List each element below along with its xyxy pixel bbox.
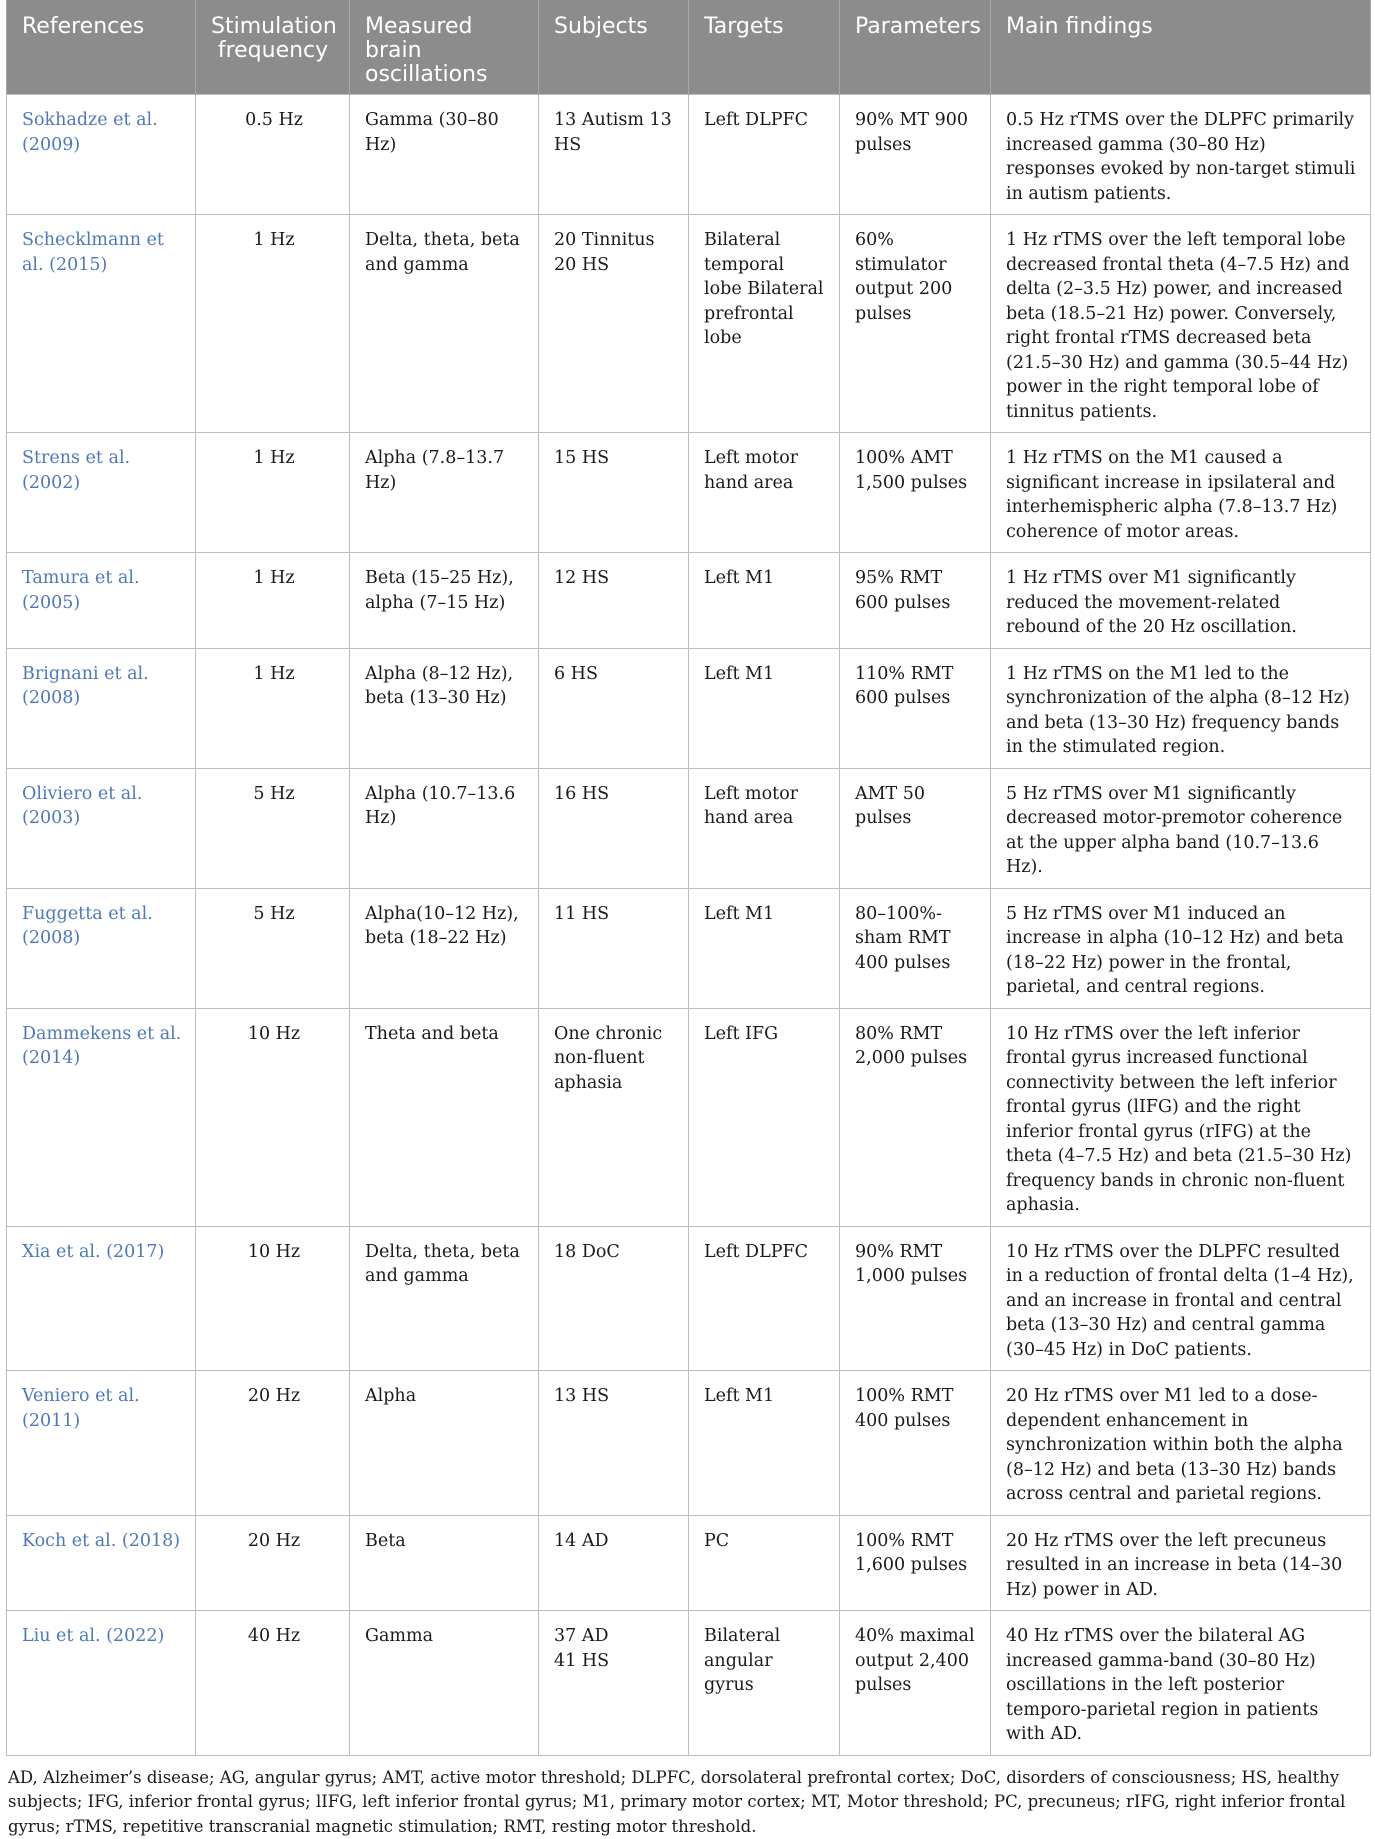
rtms-studies-table [6, 0, 1371, 1756]
cell-targets: Left M1 [689, 1371, 840, 1516]
cell-stimulation-frequency: 1 Hz [196, 215, 350, 433]
cell-targets: Left motor hand area [689, 433, 840, 553]
cell-parameters: 40% maximal output 2,400 pulses [840, 1611, 991, 1756]
cell-targets: Left motor hand area [689, 768, 840, 888]
table-row [7, 553, 1371, 649]
cell-stimulation-frequency: 20 Hz [196, 1515, 350, 1611]
cell-measured-oscillations: Alpha (8–12 Hz), beta (13–30 Hz) [350, 648, 539, 768]
cell-reference[interactable]: Strens et al. (2002) [7, 433, 196, 553]
cell-main-findings: 5 Hz rTMS over M1 significantly decreased motor-premotor coherence at the upper alpha band (10.7–13.6 Hz). [991, 768, 1371, 888]
cell-measured-oscillations: Alpha [350, 1371, 539, 1516]
header-measured-brain-oscillations: Measured brain oscillations [350, 0, 539, 95]
cell-measured-oscillations: Beta (15–25 Hz), alpha (7–15 Hz) [350, 553, 539, 649]
cell-targets: PC [689, 1515, 840, 1611]
table-footnote: AD, Alzheimer’s disease; AG, angular gyrus; AMT, active motor threshold; DLPFC, dorsolateral prefrontal cortex; DoC, disorders of consciousness; HS, healthy subjects; IFG, inferior frontal gyrus; lIFG, left inferior frontal gyrus; M1, primary motor cortex; MT, Motor threshold; PC, precuneus; rIFG, right inferior frontal gyrus; rTMS, repetitive transcranial magnetic stimulation; RMT, resting motor threshold. [6, 1756, 1370, 1839]
cell-reference[interactable]: Brignani et al. (2008) [7, 648, 196, 768]
cell-stimulation-frequency: 40 Hz [196, 1611, 350, 1756]
cell-stimulation-frequency: 1 Hz [196, 648, 350, 768]
cell-measured-oscillations: Beta [350, 1515, 539, 1611]
cell-targets: Left IFG [689, 1008, 840, 1226]
cell-reference[interactable]: Koch et al. (2018) [7, 1515, 196, 1611]
header-subjects: Subjects [539, 0, 689, 95]
cell-reference[interactable]: Schecklmann et al. (2015) [7, 215, 196, 433]
table-row [7, 1008, 1371, 1226]
cell-parameters: 100% RMT 1,600 pulses [840, 1515, 991, 1611]
cell-parameters: AMT 50 pulses [840, 768, 991, 888]
cell-main-findings: 1 Hz rTMS over M1 significantly reduced the movement-related rebound of the 20 Hz oscillation. [991, 553, 1371, 649]
cell-parameters: 80% RMT 2,000 pulses [840, 1008, 991, 1226]
cell-main-findings: 10 Hz rTMS over the DLPFC resulted in a reduction of frontal delta (1–4 Hz), and an increase in frontal and central beta (13–30 Hz) and central gamma (30–45 Hz) in DoC patients. [991, 1226, 1371, 1371]
cell-stimulation-frequency: 1 Hz [196, 553, 350, 649]
cell-subjects: 15 HS [539, 433, 689, 553]
table-row [7, 648, 1371, 768]
cell-parameters: 80–100%-sham RMT 400 pulses [840, 888, 991, 1008]
cell-stimulation-frequency: 1 Hz [196, 433, 350, 553]
cell-measured-oscillations: Gamma (30–80 Hz) [350, 95, 539, 215]
cell-main-findings: 20 Hz rTMS over the left precuneus resulted in an increase in beta (14–30 Hz) power in AD. [991, 1515, 1371, 1611]
cell-reference[interactable]: Tamura et al. (2005) [7, 553, 196, 649]
cell-targets: Left M1 [689, 888, 840, 1008]
table-row [7, 1371, 1371, 1516]
cell-parameters: 100% RMT 400 pulses [840, 1371, 991, 1516]
cell-parameters: 90% MT 900 pulses [840, 95, 991, 215]
cell-stimulation-frequency: 0.5 Hz [196, 95, 350, 215]
table-row [7, 888, 1371, 1008]
cell-targets: Bilateral temporal lobe Bilateral prefrontal lobe [689, 215, 840, 433]
cell-subjects: 20 Tinnitus 20 HS [539, 215, 689, 433]
table-row [7, 433, 1371, 553]
cell-parameters: 60% stimulator output 200 pulses [840, 215, 991, 433]
cell-targets: Bilateral angular gyrus [689, 1611, 840, 1756]
cell-measured-oscillations: Gamma [350, 1611, 539, 1756]
cell-parameters: 95% RMT 600 pulses [840, 553, 991, 649]
cell-measured-oscillations: Delta, theta, beta and gamma [350, 215, 539, 433]
table-row [7, 1515, 1371, 1611]
table-row [7, 215, 1371, 433]
header-stimulation-frequency: Stimulation frequency [196, 0, 350, 95]
cell-measured-oscillations: Delta, theta, beta and gamma [350, 1226, 539, 1371]
cell-subjects: 6 HS [539, 648, 689, 768]
cell-stimulation-frequency: 5 Hz [196, 888, 350, 1008]
cell-measured-oscillations: Alpha(10–12 Hz), beta (18–22 Hz) [350, 888, 539, 1008]
cell-measured-oscillations: Alpha (7.8–13.7 Hz) [350, 433, 539, 553]
cell-parameters: 100% AMT 1,500 pulses [840, 433, 991, 553]
table-row [7, 95, 1371, 215]
cell-subjects: 13 Autism 13 HS [539, 95, 689, 215]
cell-subjects: One chronic non-fluent aphasia [539, 1008, 689, 1226]
cell-main-findings: 1 Hz rTMS on the M1 caused a significant increase in ipsilateral and interhemispheric alpha (7.8–13.7 Hz) coherence of motor areas. [991, 433, 1371, 553]
header-row [7, 0, 1371, 95]
cell-reference[interactable]: Xia et al. (2017) [7, 1226, 196, 1371]
cell-reference[interactable]: Liu et al. (2022) [7, 1611, 196, 1756]
cell-targets: Left DLPFC [689, 95, 840, 215]
cell-parameters: 90% RMT 1,000 pulses [840, 1226, 991, 1371]
cell-stimulation-frequency: 10 Hz [196, 1008, 350, 1226]
cell-main-findings: 0.5 Hz rTMS over the DLPFC primarily increased gamma (30–80 Hz) responses evoked by non-target stimuli in autism patients. [991, 95, 1371, 215]
cell-targets: Left DLPFC [689, 1226, 840, 1371]
cell-main-findings: 10 Hz rTMS over the left inferior frontal gyrus increased functional connectivity between the left inferior frontal gyrus (lIFG) and the right inferior frontal gyrus (rIFG) at the theta (4–7.5 Hz) and beta (21.5–30 Hz) frequency bands in chronic non-fluent aphasia. [991, 1008, 1371, 1226]
cell-targets: Left M1 [689, 648, 840, 768]
cell-main-findings: 5 Hz rTMS over M1 induced an increase in alpha (10–12 Hz) and beta (18–22 Hz) power in the frontal, parietal, and central regions. [991, 888, 1371, 1008]
table-container [6, 0, 1370, 1839]
cell-main-findings: 20 Hz rTMS over M1 led to a dose-dependent enhancement in synchronization within both the alpha (8–12 Hz) and beta (13–30 Hz) bands across central and parietal regions. [991, 1371, 1371, 1516]
table-row [7, 1611, 1371, 1756]
cell-main-findings: 1 Hz rTMS over the left temporal lobe decreased frontal theta (4–7.5 Hz) and delta (2–3.5 Hz) power, and increased beta (18.5–21 Hz) power. Conversely, right frontal rTMS decreased beta (21.5–30 Hz) and gamma (30.5–44 Hz) power in the right temporal lobe of tinnitus patients. [991, 215, 1371, 433]
cell-subjects: 37 AD 41 HS [539, 1611, 689, 1756]
cell-main-findings: 40 Hz rTMS over the bilateral AG increased gamma-band (30–80 Hz) oscillations in the left posterior temporo-parietal region in patients with AD. [991, 1611, 1371, 1756]
cell-reference[interactable]: Veniero et al. (2011) [7, 1371, 196, 1516]
cell-reference[interactable]: Fuggetta et al. (2008) [7, 888, 196, 1008]
cell-main-findings: 1 Hz rTMS on the M1 led to the synchronization of the alpha (8–12 Hz) and beta (13–30 Hz) frequency bands in the stimulated region. [991, 648, 1371, 768]
cell-targets: Left M1 [689, 553, 840, 649]
cell-subjects: 12 HS [539, 553, 689, 649]
cell-measured-oscillations: Alpha (10.7–13.6 Hz) [350, 768, 539, 888]
cell-subjects: 13 HS [539, 1371, 689, 1516]
cell-subjects: 18 DoC [539, 1226, 689, 1371]
header-parameters: Parameters [840, 0, 991, 95]
cell-reference[interactable]: Sokhadze et al. (2009) [7, 95, 196, 215]
table-body [7, 95, 1371, 1756]
cell-reference[interactable]: Oliviero et al. (2003) [7, 768, 196, 888]
cell-measured-oscillations: Theta and beta [350, 1008, 539, 1226]
header-main-findings: Main findings [991, 0, 1371, 95]
cell-parameters: 110% RMT 600 pulses [840, 648, 991, 768]
cell-stimulation-frequency: 5 Hz [196, 768, 350, 888]
cell-subjects: 16 HS [539, 768, 689, 888]
header-references: References [7, 0, 196, 95]
cell-subjects: 14 AD [539, 1515, 689, 1611]
table-row [7, 768, 1371, 888]
cell-stimulation-frequency: 10 Hz [196, 1226, 350, 1371]
header-targets: Targets [689, 0, 840, 95]
cell-reference[interactable]: Dammekens et al. (2014) [7, 1008, 196, 1226]
cell-stimulation-frequency: 20 Hz [196, 1371, 350, 1516]
table-row [7, 1226, 1371, 1371]
cell-subjects: 11 HS [539, 888, 689, 1008]
